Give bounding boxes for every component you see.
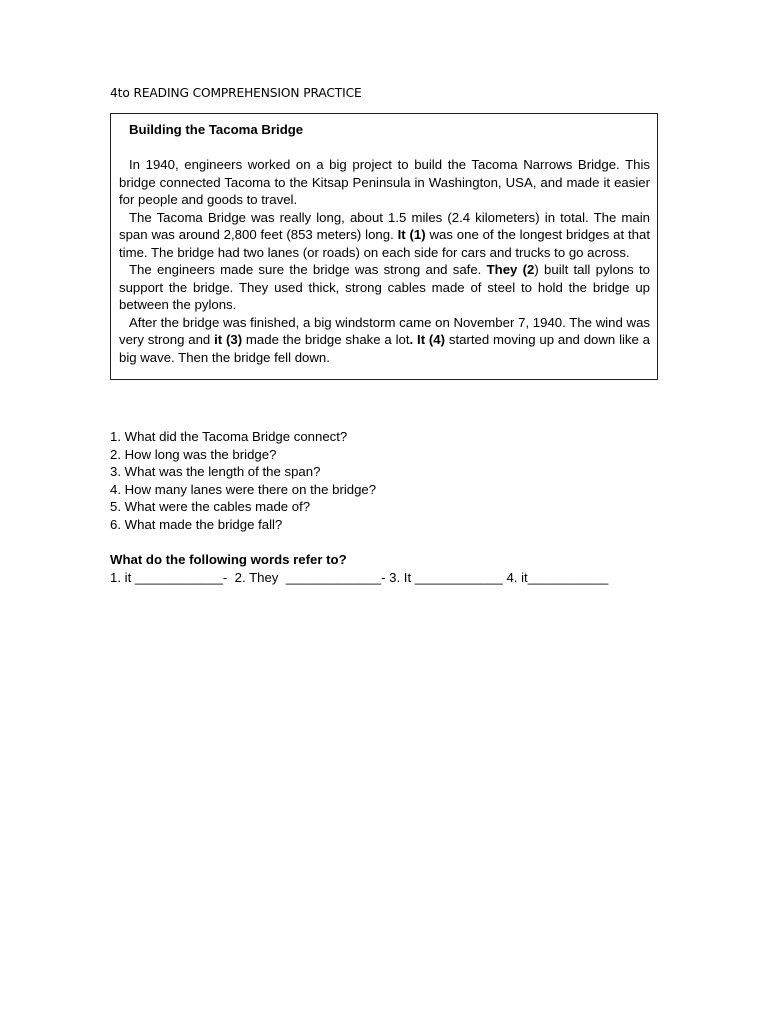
spacer <box>119 139 650 157</box>
question-item: 4. How many lanes were there on the bridge? <box>110 481 377 497</box>
passage-title: Building the Tacoma Bridge <box>129 122 304 137</box>
passage-paragraph-2 <box>119 209 650 262</box>
paragraph-4-text-c: started moving up and down like a big wave. Then the bridge fell down. <box>119 332 651 365</box>
reference-word-2: They (2 <box>486 262 535 277</box>
passage-paragraph-3 <box>119 261 650 314</box>
reading-passage-box <box>110 113 658 380</box>
paragraph-2-text-a: The Tacoma Bridge was really long, about 1.5 miles (2.4 kilometers) in total. The main span was around 2,800 feet (853 meters) long. <box>119 209 650 242</box>
passage-paragraph-4 <box>119 314 650 367</box>
reference-word-4: . It (4) <box>409 332 446 347</box>
question-list <box>110 428 376 533</box>
page-header: 4to READING COMPREHENSION PRACTICE <box>110 86 362 100</box>
question-item: 1. What did the Tacoma Bridge connect? <box>110 429 348 444</box>
question-item: 6. What made the bridge fall? <box>110 516 283 532</box>
reference-word-3: it (3) <box>214 332 243 347</box>
paragraph-4-text-a: After the bridge was finished, a big windstorm came on November 7, 1940. The wind was very strong and <box>119 314 650 347</box>
paragraph-1-text: In 1940, engineers worked on a big project to build the Tacoma Narrows Bridge. This bridge connected Tacoma to the Kitsap Peninsula in Washington, USA, and made it easier for people and goods to travel. <box>119 157 650 207</box>
reference-section-title: What do the following words refer to? <box>110 552 347 567</box>
paragraph-3-text-a: The engineers made sure the bridge was strong and safe. <box>129 262 487 277</box>
reference-answer-line: 1. it ____________- 2. They _____________- 3. It ____________ 4. it___________ <box>110 570 609 585</box>
passage-paragraph-1 <box>119 156 650 209</box>
question-item: 5. What were the cables made of? <box>110 499 311 514</box>
reference-word-1: It (1) <box>397 227 426 242</box>
paragraph-3-text-b: ) built tall pylons to support the bridge. They used thick, strong cables made of steel to hold the bridge up between the pylons. <box>119 262 651 312</box>
paragraph-4-text-b: made the bridge shake a lot <box>242 332 410 347</box>
paragraph-2-text-b: was one of the longest bridges at that time. The bridge had two lanes (or roads) on each side for cars and trucks to go across. <box>119 227 651 260</box>
question-item: 2. How long was the bridge? <box>110 446 277 462</box>
question-item: 3. What was the length of the span? <box>110 464 321 479</box>
